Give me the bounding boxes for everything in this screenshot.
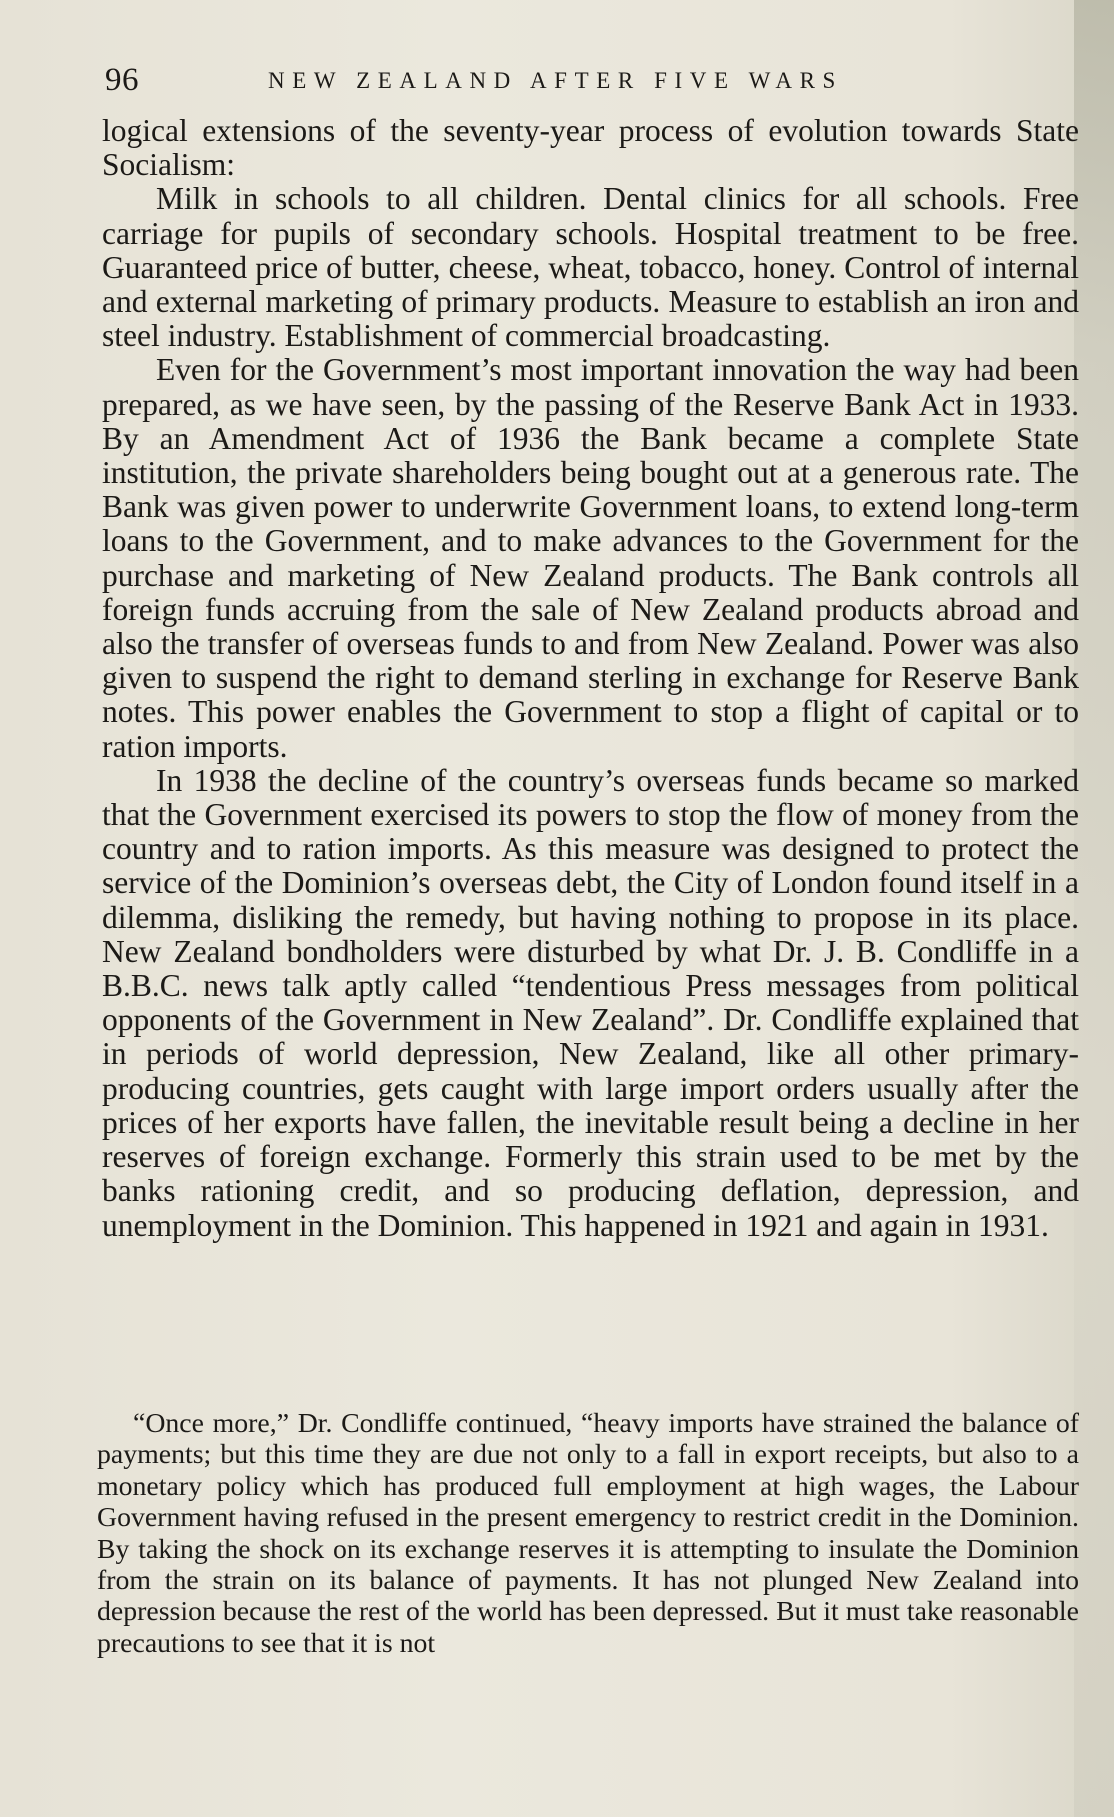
paragraph-policy-list: Milk in schools to all children. Dental clinics for all schools. Free carriage for pupils of secondary schools. Hospital treatment to be free. Guaranteed price of butter, cheese, wheat, tobacco, honey. Control of internal and external marketing of primary products. Measure to establish an iron and steel industry. Establishment of commercial broadcasting.	[102, 181, 1079, 354]
page-number: 96	[105, 62, 139, 98]
block-quote	[97, 1408, 1079, 1659]
running-title: NEW ZEALAND AFTER FIVE WARS	[268, 68, 843, 93]
running-head	[105, 62, 1085, 102]
paragraph-continuation: logical extensions of the seventy-year process of evolution towards State Socialism:	[102, 113, 1079, 183]
body-text	[102, 114, 1079, 1243]
paragraph-reserve-bank: Even for the Government’s most important innovation the way had been prepared, as we have seen, by the passing of the Reserve Bank Act in 1933. By an Amendment Act of 1936 the Bank became a complete State institution, the private shareholders being bought out at a generous rate. The Bank was given power to underwrite Government loans, to extend long-term loans to the Government, and to make advances to the Government for the purchase and marketing of New Zealand products. The Bank controls all foreign funds accruing from the sale of New Zealand products abroad and also the transfer of overseas funds to and from New Zealand. Power was also given to suspend the right to demand sterling in exchange for Reserve Bank notes. This power enables the Government to stop a flight of capital or to ration imports.	[102, 352, 1079, 764]
quote-condliffe: “Once more,” Dr. Condliffe continued, “heavy imports have strained the balance of payments; but this time they are due not only to a fall in export receipts, but also to a monetary policy which has produced full employment at high wages, the Labour Government having refused in the present emergency to restrict credit in the Dominion. By taking the shock on its exchange reserves it is attempting to insulate the Dominion from the strain on its balance of payments. It has not plunged New Zealand into depression because the rest of the world has been depressed. But it must take reasonable precautions to see that it is not	[97, 1408, 1079, 1659]
paragraph-1938-decline: In 1938 the decline of the country’s overseas funds became so marked that the Government exercised its powers to stop the flow of money from the country and to ration imports. As this measure was designed to protect the service of the Dominion’s overseas debt, the City of London found itself in a dilemma, disliking the remedy, but having nothing to propose in its place. New Zealand bondholders were disturbed by what Dr. J. B. Condliffe in a B.B.C. news talk aptly called “tendentious Press messages from political opponents of the Government in New Zealand”. Dr. Condliffe explained that in periods of world depression, New Zealand, like all other primary-producing countries, gets caught with large import orders usually after the prices of her exports have fallen, the inevitable result being a decline in her reserves of foreign exchange. Formerly this strain used to be met by the banks rationing credit, and so producing deflation, depression, and unemployment in the Dominion. This happened in 1921 and again in 1931.	[102, 762, 1079, 1243]
page-edge-stain	[1074, 0, 1114, 1817]
